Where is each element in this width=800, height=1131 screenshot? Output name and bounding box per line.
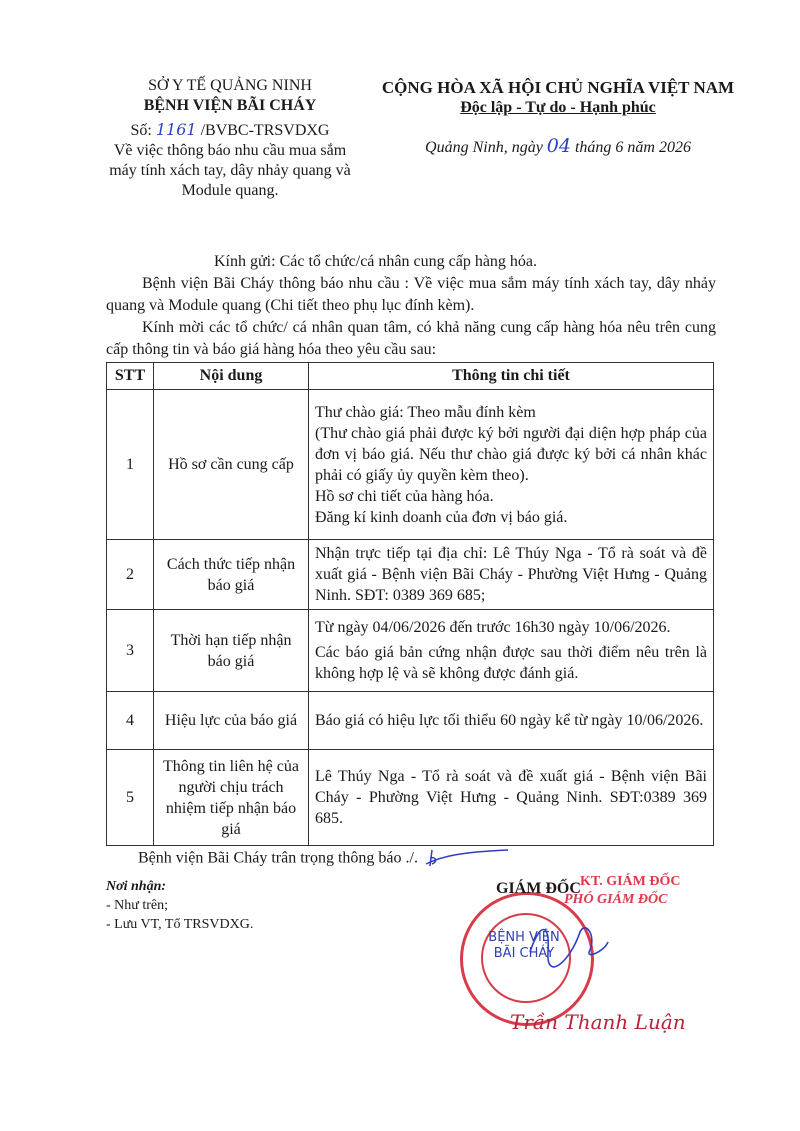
national-title: CỘNG HÒA XÃ HỘI CHỦ NGHĨA VIỆT NAM [381, 78, 735, 97]
signature-scribble-icon [520, 912, 610, 972]
signature-block [440, 872, 700, 1042]
row-stt: 3 [107, 610, 154, 692]
date-suffix: tháng 6 năm 2026 [574, 139, 691, 156]
header-content: Nội dung [154, 363, 309, 390]
deputy-label-line2: PHÓ GIÁM ĐỐC [564, 892, 668, 907]
recipients-title: Nơi nhận: [106, 879, 167, 894]
detail-line: Từ ngày 04/06/2026 đến trước 16h30 ngày 10/06/2026. [315, 619, 671, 636]
recipients-block [106, 877, 253, 934]
closing-line [138, 848, 512, 870]
seal-text-line: BÃI CHÁY [493, 946, 555, 961]
detail-line: Lê Thúy Nga - Tổ rà soát và đề xuất giá - Bệnh viện Bãi Cháy - Phường Việt Hưng - Quảng Ninh. SĐT:0389 369 685. [315, 768, 707, 827]
row-details [309, 610, 714, 692]
date-prefix: Quảng Ninh, ngày [425, 139, 543, 156]
header-details: Thông tin chi tiết [309, 363, 714, 390]
national-motto: Độc lập - Tự do - Hạnh phúc [460, 99, 656, 116]
issuer-block [100, 76, 360, 201]
requirements-table [106, 362, 714, 846]
detail-line: Báo giá có hiệu lực tối thiểu 60 ngày kể từ ngày 10/06/2026. [315, 712, 704, 729]
row-details [309, 692, 714, 750]
row-content: Hồ sơ cần cung cấp [154, 390, 309, 540]
doc-subject: Về việc thông báo nhu cầu mua sắm máy tính xách tay, dây nhảy quang và Module quang. [109, 142, 351, 199]
table-row [107, 610, 714, 692]
row-content: Cách thức tiếp nhận báo giá [154, 540, 309, 610]
recipient-item: - Lưu VT, Tổ TRSVDXG. [106, 917, 254, 932]
row-stt: 4 [107, 692, 154, 750]
detail-line: Thư chào giá: Theo mẫu đính kèm [315, 403, 536, 421]
row-content: Hiệu lực của báo giá [154, 692, 309, 750]
row-details [309, 750, 714, 846]
deputy-label-line1: KT. GIÁM ĐỐC [580, 874, 681, 889]
row-stt: 1 [107, 390, 154, 540]
national-header [368, 78, 748, 158]
row-content: Thông tin liên hệ của người chịu trách nhiệm tiếp nhận báo giá [154, 750, 309, 846]
seal-text-line: BỆNH VIỆN [488, 930, 560, 945]
row-details [309, 390, 714, 540]
announcement-paragraph: Bệnh viện Bãi Cháy thông báo nhu cầu : Về việc mua sắm máy tính xách tay, dây nhảy quang và Module quang (Chi tiết theo phụ lục đính kèm). [106, 275, 716, 314]
issuer-hospital: BỆNH VIỆN BÃI CHÁY [143, 97, 317, 114]
issuer-department: SỞ Y TẾ QUẢNG NINH [148, 77, 312, 94]
doc-number-suffix: /BVBC-TRSVDXG [200, 122, 330, 139]
table-row [107, 540, 714, 610]
table-row [107, 692, 714, 750]
detail-line: Hồ sơ chi tiết của hàng hóa. [315, 487, 494, 505]
doc-number-handwritten: 1161 [155, 120, 197, 139]
doc-number-line [100, 120, 360, 141]
signer-name: Trần Thanh Luận [510, 1010, 686, 1034]
recipient-item: - Như trên; [106, 898, 169, 913]
header-stt: STT [107, 363, 154, 390]
doc-date [368, 136, 748, 158]
handwritten-initial-icon [422, 848, 512, 870]
table-header-row [107, 363, 714, 390]
table-row [107, 750, 714, 846]
row-stt: 5 [107, 750, 154, 846]
detail-line: Đăng kí kinh doanh của đơn vị báo giá. [315, 508, 568, 526]
closing-text: Bệnh viện Bãi Cháy trân trọng thông báo ./. [138, 849, 418, 867]
greeting: Kính gửi: Các tổ chức/cá nhân cung cấp hàng hóa. [214, 253, 538, 270]
detail-line: (Thư chào giá phải được ký bởi người đại diện hợp pháp của đơn vị báo giá. Nếu thư chào giá được ký bởi cá nhân khác phải có giấy ủy quyền kèm theo). [315, 424, 707, 484]
row-content: Thời hạn tiếp nhận báo giá [154, 610, 309, 692]
date-day-handwritten: 04 [546, 135, 571, 157]
detail-line: Các báo giá bản cứng nhận được sau thời điểm nêu trên là không hợp lệ và sẽ không được đánh giá. [315, 644, 707, 682]
row-stt: 2 [107, 540, 154, 610]
detail-line: Nhận trực tiếp tại địa chỉ: Lê Thúy Nga - Tổ rà soát và đề xuất giá - Bệnh viện Bãi Cháy - Phường Việt Hưng - Quảng Ninh. SĐT: 0389 369 685; [315, 545, 707, 604]
table-row [107, 390, 714, 540]
row-details [309, 540, 714, 610]
director-label: GIÁM ĐỐC [496, 880, 581, 897]
doc-number-prefix: Số: [130, 122, 152, 139]
invitation-paragraph: Kính mời các tổ chức/ cá nhân quan tâm, có khả năng cung cấp hàng hóa nêu trên cung cấp thông tin và báo giá hàng hóa theo yêu cầu sau: [106, 319, 716, 358]
